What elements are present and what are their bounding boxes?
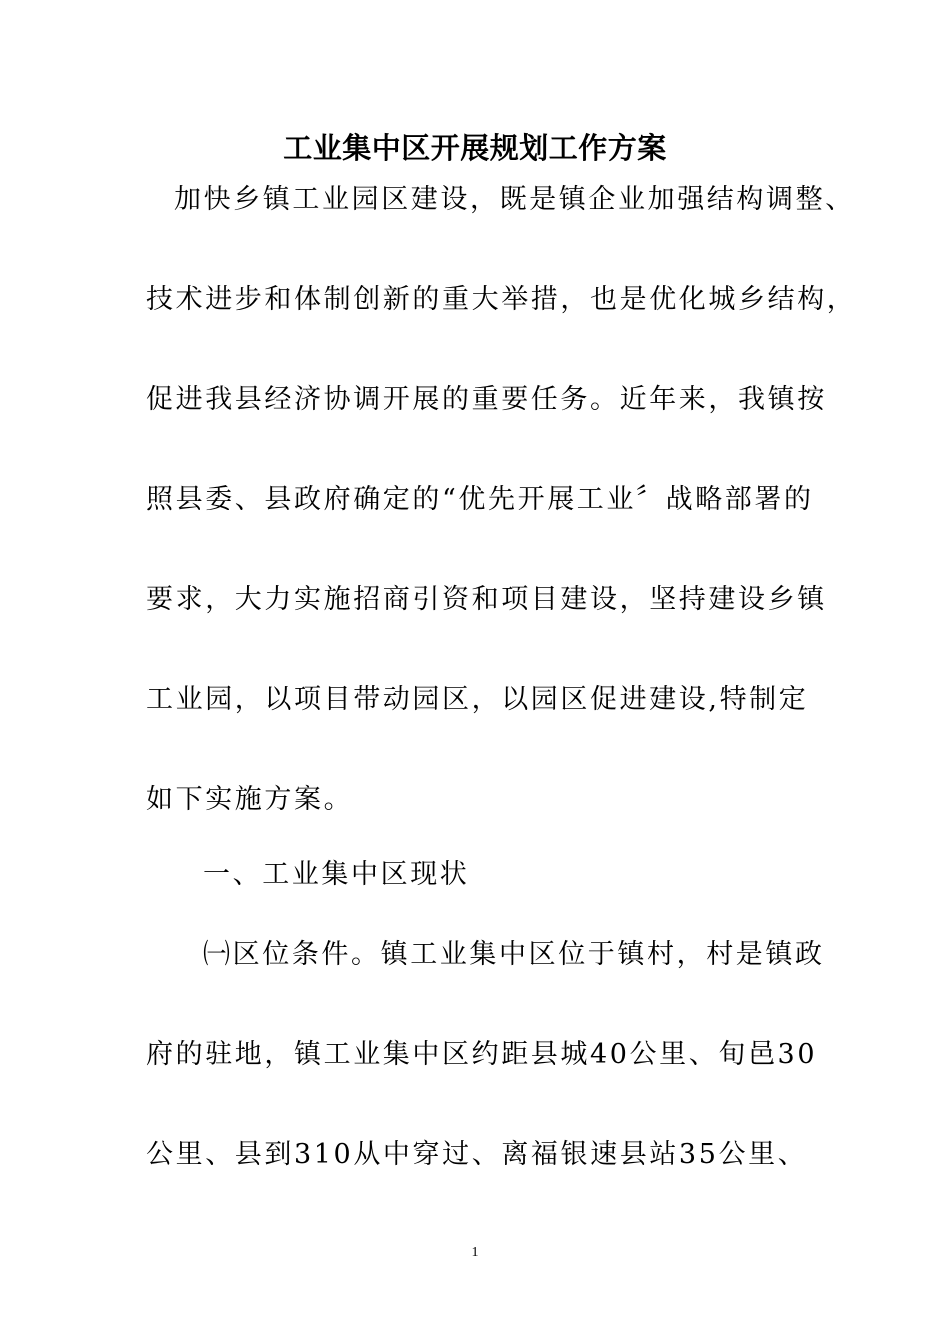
page-number: 1 [471,1245,479,1260]
paragraph-line: 府的驻地，镇工业集中区约距县城40公里、旬邑30 [146,1039,818,1070]
paragraph-line: 技术进步和体制创新的重大举措，也是优化城乡结构， [146,284,857,315]
paragraph-line: ㈠区位条件。镇工业集中区位于镇村，村是镇政 [203,939,825,970]
paragraph-line: 促进我县经济协调开展的重要任务。近年来，我镇按 [146,384,827,415]
section-heading: 一、工业集中区现状 [203,859,470,890]
paragraph-line: 照县委、县政府确定的“优先开展工业〞战略部署的 [146,484,814,515]
document-title: 工业集中区开展规划工作方案 [283,131,667,165]
paragraph-line: 加快乡镇工业园区建设，既是镇企业加强结构调整、 [174,184,855,215]
paragraph-line: 要求，大力实施招商引资和项目建设，坚持建设乡镇 [146,584,827,615]
paragraph-line: 公里、县到310从中穿过、离福银速县站35公里、 [146,1139,808,1170]
paragraph-line: 工业园，以项目带动园区，以园区促进建设,特制定 [146,684,809,715]
paragraph-line: 如下实施方案。 [146,784,354,815]
